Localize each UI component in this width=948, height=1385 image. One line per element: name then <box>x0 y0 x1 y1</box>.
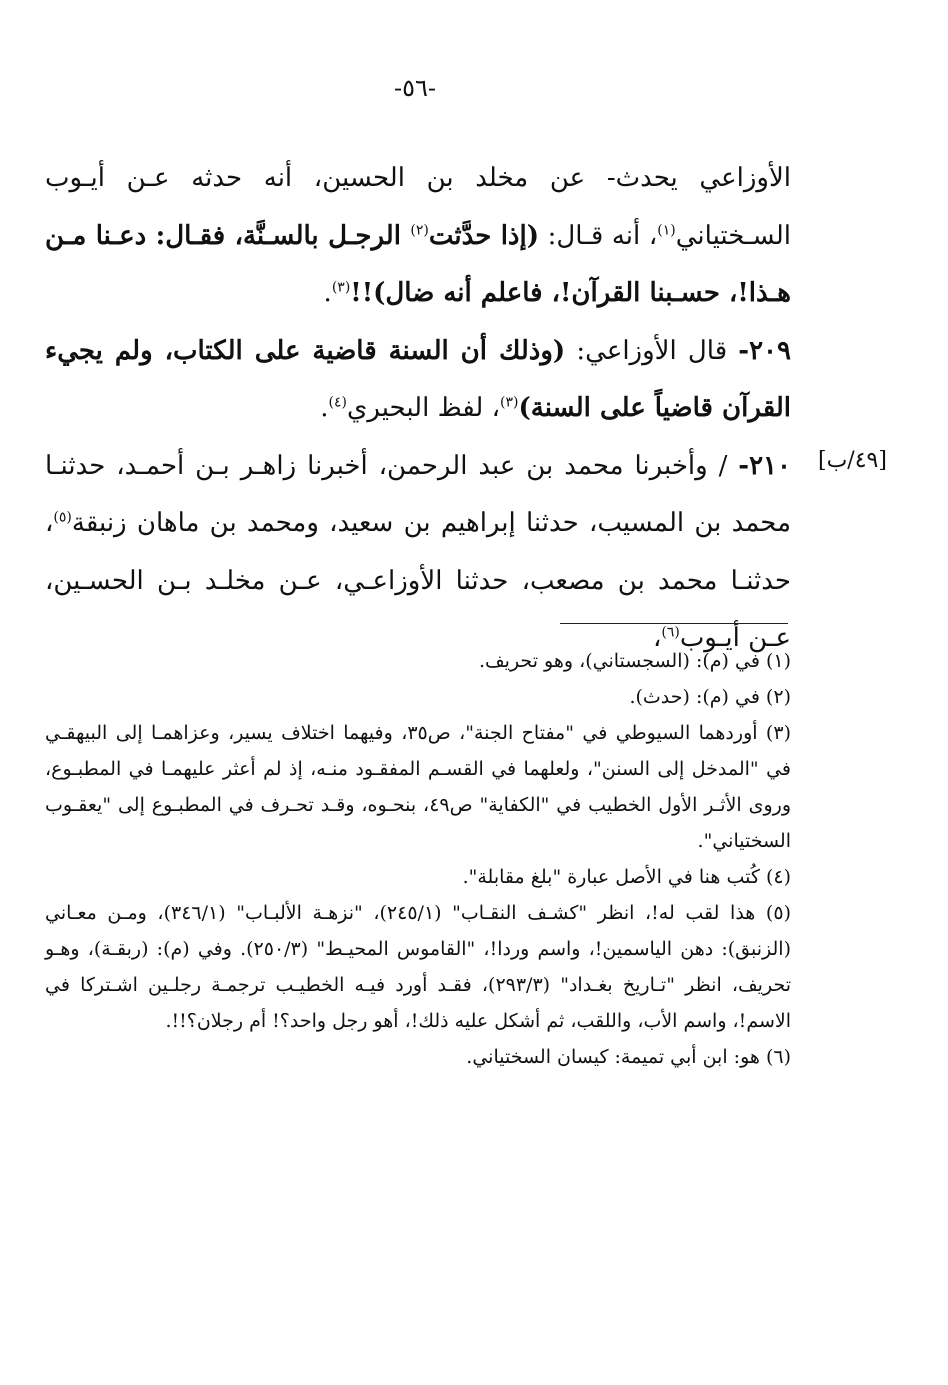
footnote-marker: (٥) <box>53 509 72 526</box>
footnote-separator <box>560 623 788 624</box>
text-run: . <box>323 278 332 308</box>
text-run: ، <box>652 623 662 653</box>
text-run: / وأخبرنا محمد بن عبد الرحمن، أخبرنا زاهـر بـن أحمـد، حدثنـا محمد بن المسيب، حدثنا إبراهيم بن سعيد، ومحمد بن ماهان زنبقة <box>45 450 791 538</box>
footnote-marker: (٤) <box>328 394 347 411</box>
report-number: ٢٠٩- <box>738 335 791 366</box>
footnote-marker: (٣) <box>500 394 519 411</box>
text-run: ، <box>648 220 658 251</box>
quoted-bold-text: (إذا حدَّثت <box>428 220 540 251</box>
footnote-marker: (٣) <box>331 279 351 296</box>
paragraph-208-continuation <box>45 150 791 323</box>
text-run: قال الأوزاعي: <box>565 335 739 366</box>
footnote-6: (٦) هو: ابن أبي تميمة: كيسان السختياني. <box>466 1046 791 1068</box>
text-run: ، لفظ البحيري <box>347 393 500 423</box>
text-run: الأوزاعي يحدث- عن مخلد بن الحسين، أنه حدثه عـن أيـوب السـختياني <box>45 163 792 251</box>
footnote-marker: (٢) <box>410 221 429 238</box>
quoted-bold-text: الرجـل بالسـنَّة، فقـال: دعـنا مـن هـذا!، حسـبنا القرآن!، فاعلم أنه ضال)!! <box>45 220 791 308</box>
paragraph-210 <box>45 438 791 668</box>
footnote-2: (٢) في (م): (حدث). <box>629 686 791 708</box>
footnote-3: (٣) أوردهما السيوطي في "مفتاح الجنة"، ص٣٥، وفيهما اختلاف يسير، وعزاهمـا إلى البيهقـي في "المدخل إلى السنن"، ولعلهما في القسـم المفقـود منـه، إذ لم أعثر عليهمـا في المطبـوع، وروى الأثـر الأول الخطيب في "الكفاية" ص٤٩، بنحـوه، وقـد تحـرف في المطبـوع إلى "يعقـوب السختياني". <box>45 722 791 852</box>
text-run: ، حدثنـا محمد بن مصعب، حدثنا الأوزاعـي، عـن مخلـد بـن الحسـين، عـن أيـوب <box>45 508 791 653</box>
footnote-4: (٤) كُتب هنا في الأصل عبارة "بلغ مقابلة". <box>462 866 791 888</box>
paragraph-209 <box>45 323 791 438</box>
quoted-bold-text: (وذلك أن السنة قاضية على الكتاب، ولم يجيء القرآن قاضياً على السنة) <box>45 335 791 423</box>
footnote-marker: (١) <box>657 221 676 238</box>
footnotes <box>45 643 791 1075</box>
footnote-1: (١) في (م): (السجستاني)، وهو تحريف. <box>478 650 791 672</box>
report-number: ٢١٠- <box>738 450 791 481</box>
footnote-marker: (٦) <box>661 624 680 641</box>
page-number: -٥٦- <box>394 74 436 102</box>
text-run: أنه قـال: <box>539 220 641 251</box>
footnote-5: (٥) هذا لقب له!، انظر "كشـف النقـاب" (٢٤٥/١)، "نزهـة الألبـاب" (٣٤٦/١)، ومـن معـاني (الزنبق): دهن الياسمين!، واسم وردا!، "القاموس المحيـط" (٢٥٠/٣). وفي (م): (ربقـة)، وهـو تحريف، انظر "تـاريخ بغـداد" (٢٩٣/٣)، فقـد أورد فيـه الخطيـب ترجمـة رجلـين اشـتركا في الاسم!، واسم الأب، واللقب، ثم أشكل عليه ذلك!، أهو رجل واحد؟! أم رجلان؟!!. <box>45 902 792 1032</box>
manuscript-folio-note: [٤٩/ب] <box>818 448 887 473</box>
main-text-body <box>45 150 791 668</box>
text-run: . <box>320 393 329 423</box>
